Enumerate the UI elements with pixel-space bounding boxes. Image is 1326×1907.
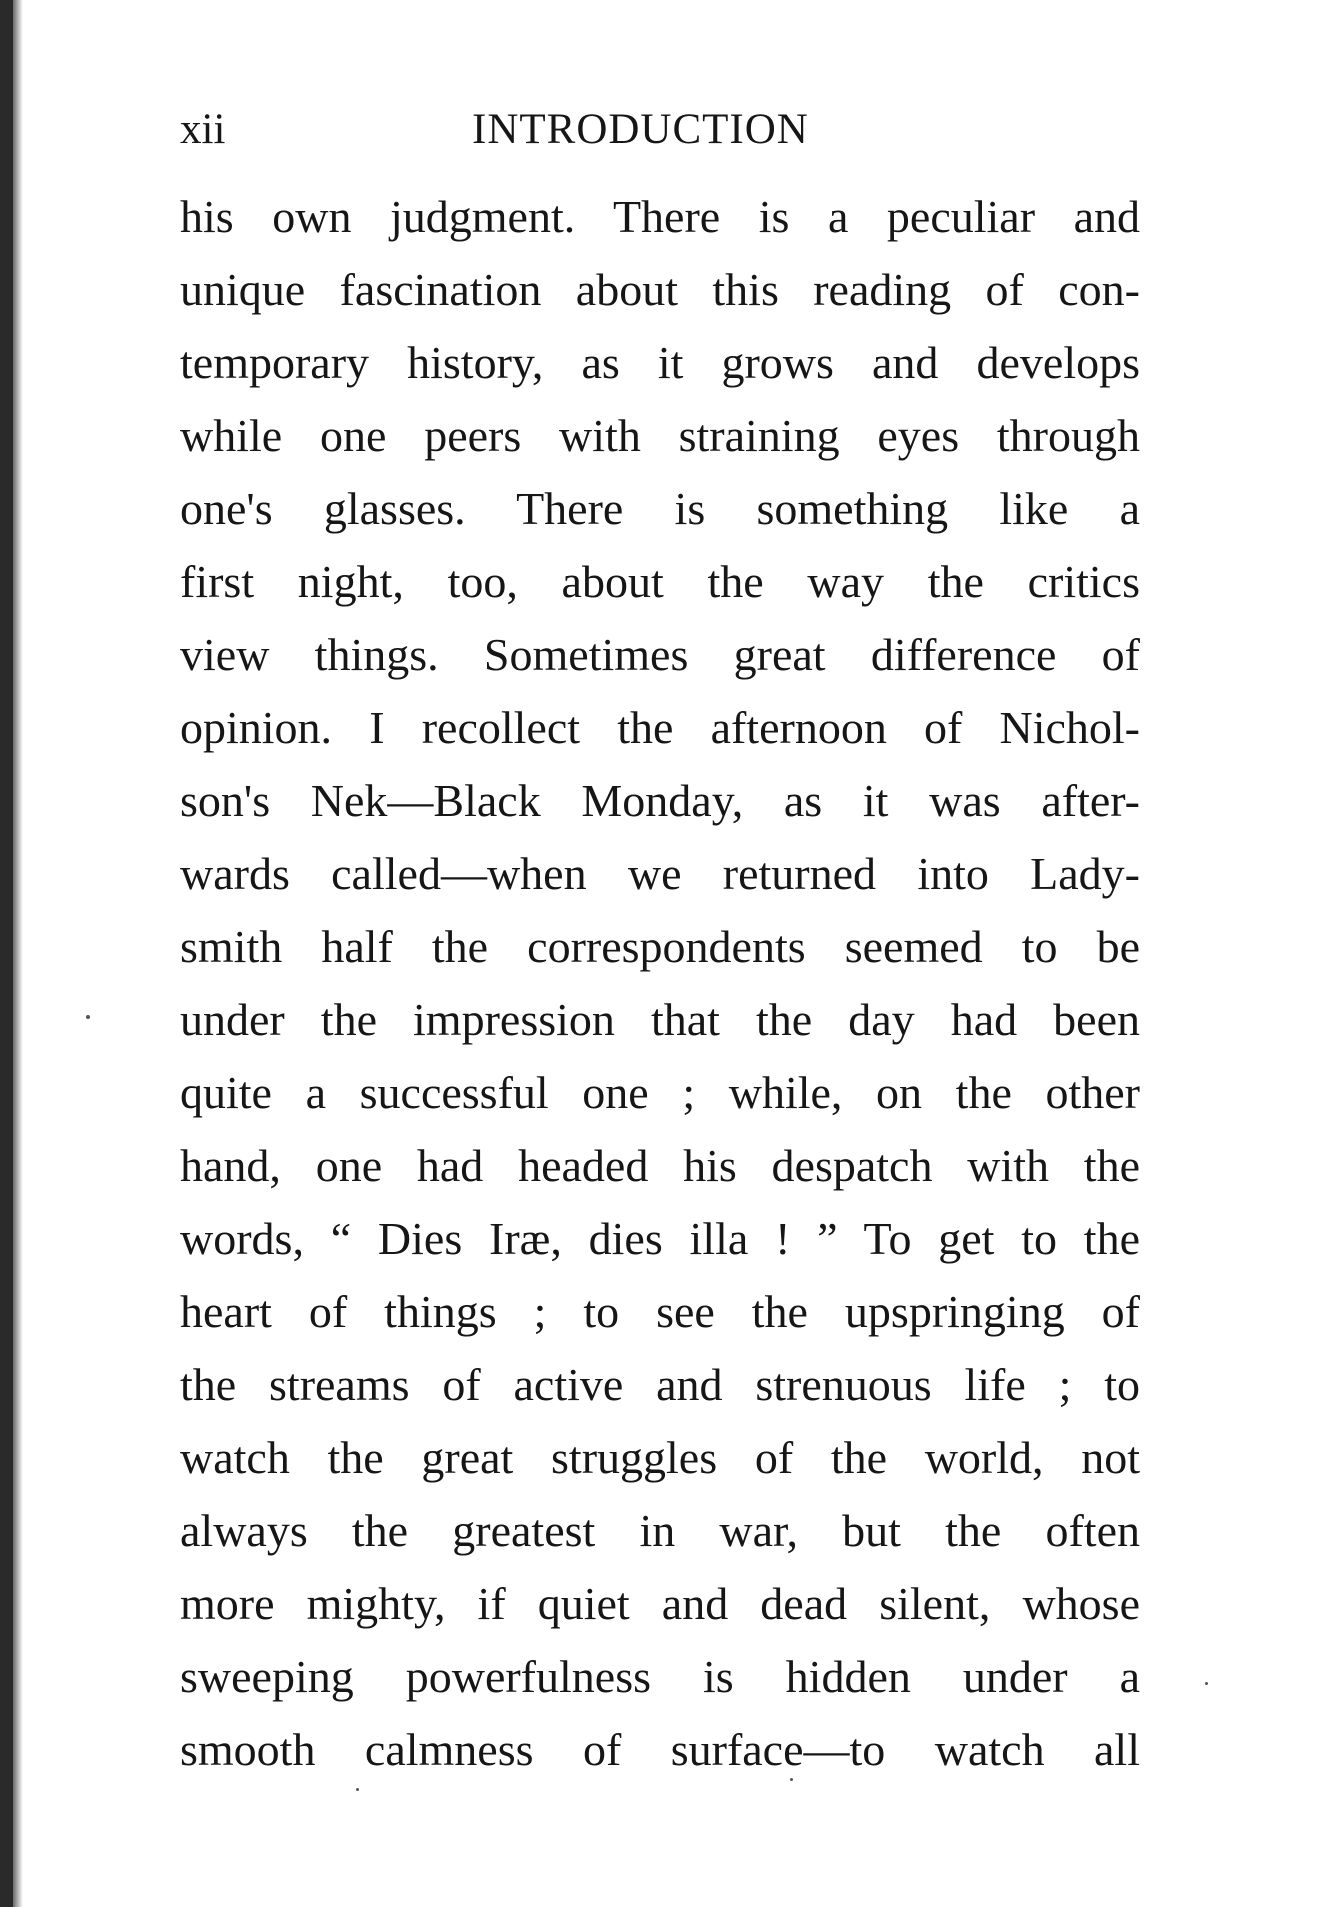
page-number: xii bbox=[180, 106, 226, 153]
text-line: more mighty, if quiet and dead silent, whose bbox=[180, 1578, 1140, 1629]
page-binding-edge bbox=[0, 0, 13, 1907]
text-line: words, “ Dies Iræ, dies illa ! ” To get to the bbox=[180, 1213, 1140, 1264]
text-line: first night, too, about the way the critics bbox=[180, 556, 1140, 607]
text-line: hand, one had headed his despatch with the bbox=[180, 1140, 1140, 1191]
text-line: opinion. I recollect the afternoon of Nichol- bbox=[180, 702, 1140, 753]
body-text bbox=[180, 180, 1140, 1786]
text-line: his own judgment. There is a peculiar and bbox=[180, 191, 1140, 242]
running-head bbox=[180, 100, 1140, 160]
page-binding-shadow bbox=[13, 0, 23, 1907]
text-line: son's Nek—Black Monday, as it was after- bbox=[180, 775, 1140, 826]
text-line: always the greatest in war, but the often bbox=[180, 1505, 1140, 1556]
text-line: heart of things ; to see the upspringing of bbox=[180, 1286, 1140, 1337]
scan-speck bbox=[356, 1788, 359, 1791]
text-line: one's glasses. There is something like a bbox=[180, 483, 1140, 534]
text-line: smooth calmness of surface—to watch all bbox=[180, 1724, 1140, 1775]
text-line: unique fascination about this reading of con- bbox=[180, 264, 1140, 315]
text-line: quite a successful one ; while, on the other bbox=[180, 1067, 1140, 1118]
scan-speck bbox=[86, 1015, 90, 1019]
text-line: the streams of active and strenuous life ; to bbox=[180, 1359, 1140, 1410]
text-line: smith half the correspondents seemed to be bbox=[180, 921, 1140, 972]
text-line: temporary history, as it grows and develops bbox=[180, 337, 1140, 388]
text-line: watch the great struggles of the world, not bbox=[180, 1432, 1140, 1483]
text-line: wards called—when we returned into Lady- bbox=[180, 848, 1140, 899]
text-line: under the impression that the day had been bbox=[180, 994, 1140, 1045]
text-line: sweeping powerfulness is hidden under a bbox=[180, 1651, 1140, 1702]
text-line: while one peers with straining eyes through bbox=[180, 410, 1140, 461]
scan-speck bbox=[790, 1778, 793, 1781]
running-head-title: INTRODUCTION bbox=[472, 106, 809, 153]
scan-speck bbox=[1205, 1682, 1208, 1685]
text-line: view things. Sometimes great difference of bbox=[180, 629, 1140, 680]
